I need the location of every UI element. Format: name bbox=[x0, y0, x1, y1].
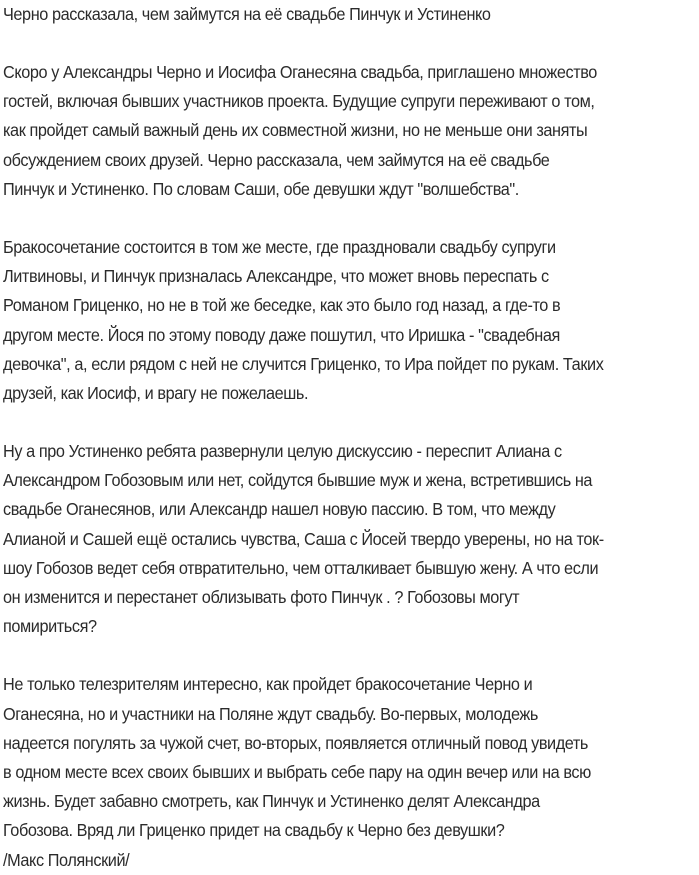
text-line: в одном месте всех своих бывших и выбрать себе пару на один вечер или на всю bbox=[3, 761, 591, 782]
text-line: Бракосочетание состоится в том же месте, где праздновали свадьбу супруги bbox=[3, 236, 556, 257]
text-line: Романом Гриценко, но не в той же беседке, как это было год назад, а где-то в bbox=[3, 295, 561, 316]
paragraph-1 bbox=[3, 58, 699, 204]
paragraph-2 bbox=[3, 233, 699, 408]
text-line: Скоро у Александры Черно и Иосифа Оганесяна свадьба, приглашено множество bbox=[3, 62, 597, 82]
article bbox=[3, 0, 699, 875]
text-line: обсуждением своих друзей. Черно рассказала, чем займутся на её свадьбе bbox=[3, 149, 550, 170]
text-line: девочка", а, если рядом с ней не случится Гриценко, то Ира пойдет по рукам. Таких bbox=[3, 353, 604, 374]
text-line: шоу Гобозов ведет себя отвратительно, чем отталкивает бывшую жену. А что если bbox=[3, 557, 599, 578]
text-line: Ну а про Устиненко ребята развернули целую дискуссию - переспит Алиана с bbox=[3, 441, 562, 462]
author-signature: /Макс Полянский/ bbox=[3, 849, 130, 870]
text-line: гостей, включая бывших участников проекта. Будущие супруги переживают о том, bbox=[3, 91, 595, 112]
text-line: жизнь. Будет забавно смотреть, как Пинчук и Устиненко делят Александра bbox=[3, 791, 540, 812]
text-line: другом месте. Йося по этому поводу даже пошутил, что Иришка - "свадебная bbox=[3, 324, 560, 345]
text-line: он изменится и перестанет облизывать фото Пинчук . ? Гобозовы могут bbox=[3, 587, 520, 607]
text-line: как пройдет самый важный день их совместной жизни, но не меньше они заняты bbox=[3, 120, 588, 141]
paragraph-3 bbox=[3, 437, 699, 641]
text-line: Александром Гобозовым или нет, сойдутся бывшие муж и жена, встретившись на bbox=[3, 470, 593, 491]
text-line: помириться? bbox=[3, 616, 97, 637]
text-line: надеется погулять за чужой счет, во-вторых, появляется отличный повод увидеть bbox=[3, 732, 588, 753]
text-line: Пинчук и Устиненко. По словам Саши, обе девушки ждут "волшебства". bbox=[3, 178, 519, 199]
text-line: Не только телезрителям интересно, как пройдет бракосочетание Черно и bbox=[3, 674, 533, 695]
text-line: Оганесяна, но и участники на Поляне ждут свадьбу. Во-первых, молодежь bbox=[3, 703, 538, 724]
text-line: Литвиновы, и Пинчук призналась Александре, что может вновь переспать с bbox=[3, 266, 549, 287]
text-line: Гобозова. Вряд ли Гриценко придет на свадьбу к Черно без девушки? bbox=[3, 820, 505, 841]
article-title: Черно рассказала, чем займутся на её свадьбе Пинчук и Устиненко bbox=[3, 4, 491, 24]
text-line: друзей, как Иосиф, и врагу не пожелаешь. bbox=[3, 382, 309, 403]
text-line: Алианой и Сашей ещё остались чувства, Саша с Йосей твердо уверены, но на ток- bbox=[3, 528, 604, 549]
text-line: свадьбе Оганесянов, или Александр нашел новую пассию. В том, что между bbox=[3, 499, 556, 520]
paragraph-4 bbox=[3, 670, 699, 845]
